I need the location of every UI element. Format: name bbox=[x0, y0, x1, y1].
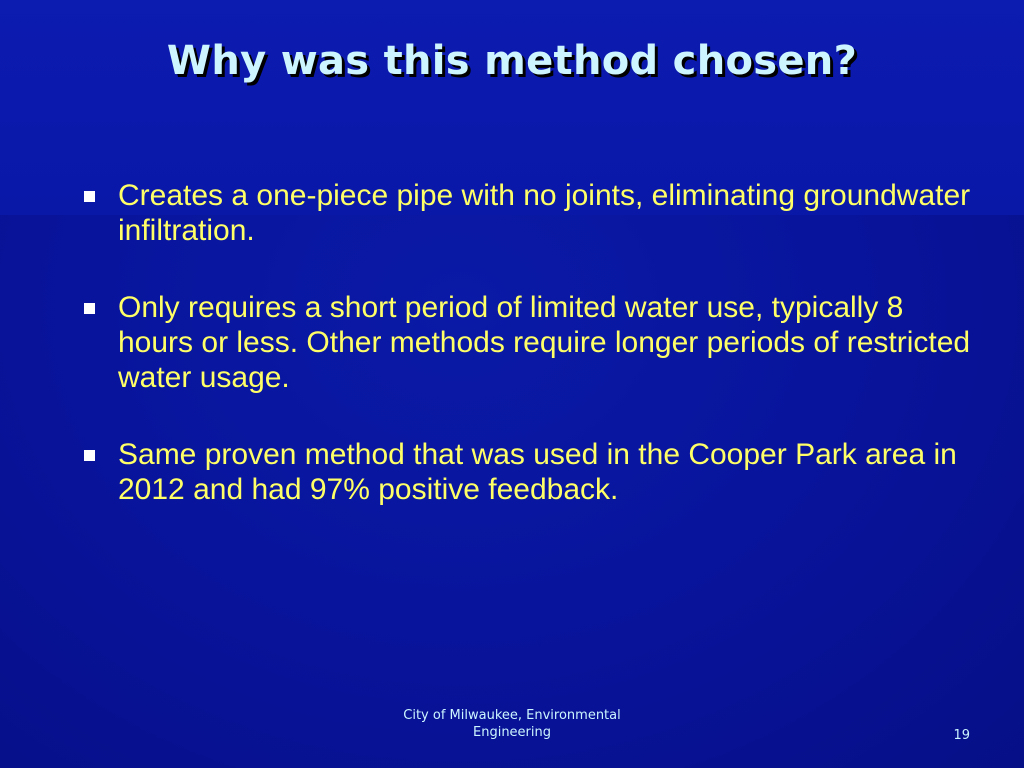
bullet-text: Only requires a short period of limited water use, typically 8 hours or less. Other methods require longer periods of restricted water usage. bbox=[118, 291, 971, 394]
bullet-item bbox=[84, 437, 974, 507]
bullet-text: Creates a one-piece pipe with no joints, eliminating groundwater infiltration. bbox=[118, 179, 971, 247]
bullet-item bbox=[84, 178, 974, 248]
bullet-item bbox=[84, 290, 974, 395]
square-bullet-icon bbox=[84, 450, 95, 461]
bullet-list bbox=[84, 178, 974, 549]
footer-line-1: City of Milwaukee, Environmental bbox=[403, 708, 621, 723]
footer-text bbox=[370, 707, 654, 741]
slide-title: Why was this method chosen? bbox=[166, 38, 858, 84]
page-number: 19 bbox=[953, 728, 970, 743]
square-bullet-icon bbox=[84, 303, 95, 314]
footer-line-2: Engineering bbox=[473, 725, 551, 740]
bullet-text: Same proven method that was used in the Cooper Park area in 2012 and had 97% positive feedback. bbox=[118, 438, 957, 506]
square-bullet-icon bbox=[84, 191, 95, 202]
